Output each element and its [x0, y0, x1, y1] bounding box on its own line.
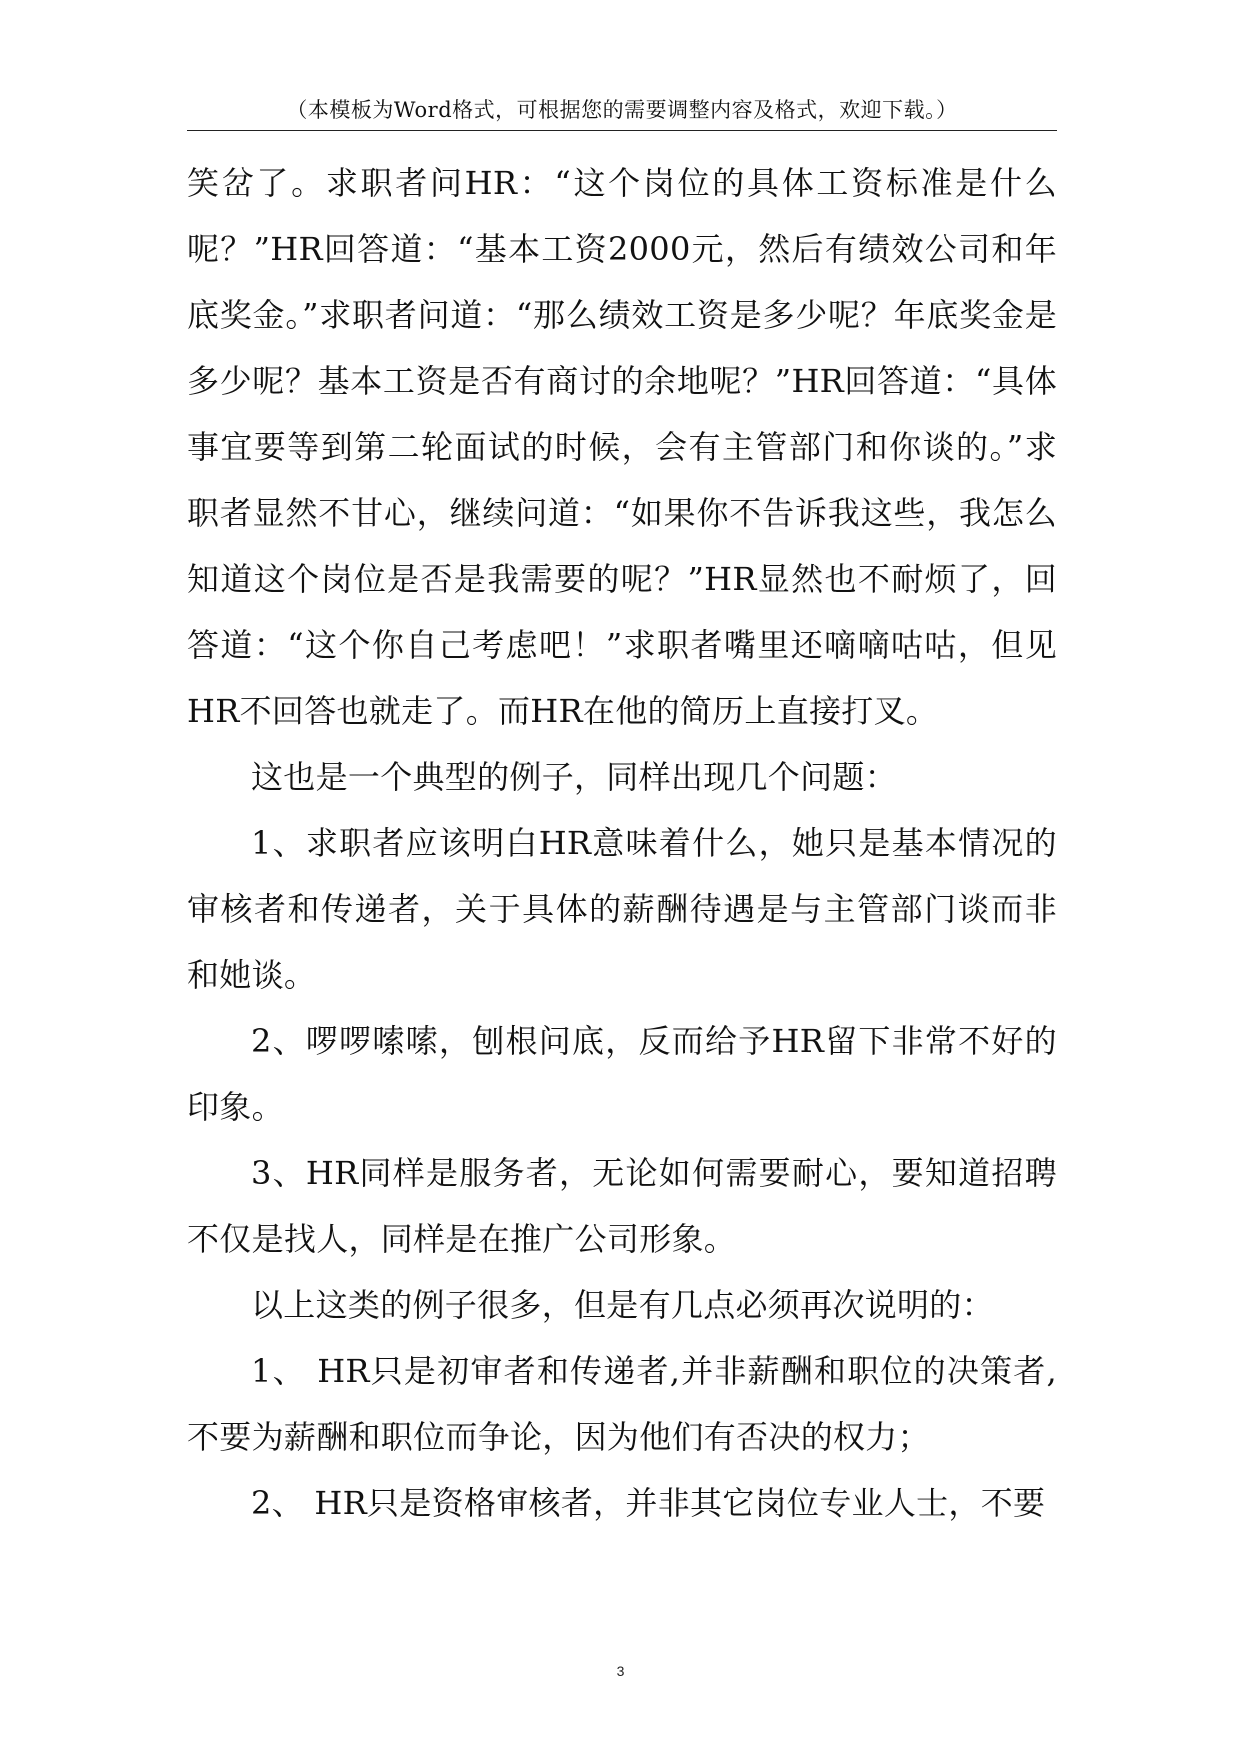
- list-item: 2、啰啰嗦嗦，刨根问底，反而给予HR留下非常不好的印象。: [187, 1022, 1057, 1126]
- body-paragraph: 以上这类的例子很多，但是有几点必须再次说明的：: [251, 1286, 994, 1324]
- list-item: 2、 HR只是资格审核者，并非其它岗位专业人士，不要: [251, 1484, 1046, 1522]
- document-body: [187, 150, 1057, 1536]
- list-item: 1、求职者应该明白HR意味着什么，她只是基本情况的审核者和传递者，关于具体的薪酬待遇是与主管部门谈而非和她谈。: [187, 824, 1057, 994]
- body-paragraph-continuation: 笑岔了。求职者问HR：“这个岗位的具体工资标准是什么呢？”HR回答道：“基本工资2000元，然后有绩效公司和年底奖金。”求职者问道：“那么绩效工资是多少呢？年底奖金是多少呢？基本工资是否有商讨的余地呢？”HR回答道：“具体事宜要等到第二轮面试的时候，会有主管部门和你谈的。”求职者显然不甘心，继续问道：“如果你不告诉我这些，我怎么知道这个岗位是否是我需要的呢？”HR显然也不耐烦了，回答道：“这个你自己考虑吧！”求职者嘴里还嘀嘀咕咕，但见HR不回答也就走了。而HR在他的简历上直接打叉。: [187, 164, 1057, 730]
- body-paragraph: 这也是一个典型的例子，同样出现几个问题：: [251, 758, 898, 796]
- list-item: 3、HR同样是服务者，无论如何需要耐心，要知道招聘不仅是找人，同样是在推广公司形象。: [187, 1154, 1057, 1258]
- page-number: 3: [616, 1663, 625, 1679]
- page-header: （本模板为Word格式，可根据您的需要调整内容及格式，欢迎下载。）: [286, 98, 958, 122]
- list-item: 1、 HR只是初审者和传递者,并非薪酬和职位的决策者,不要为薪酬和职位而争论，因为他们有否决的权力；: [187, 1352, 1057, 1456]
- header-divider: [187, 130, 1057, 131]
